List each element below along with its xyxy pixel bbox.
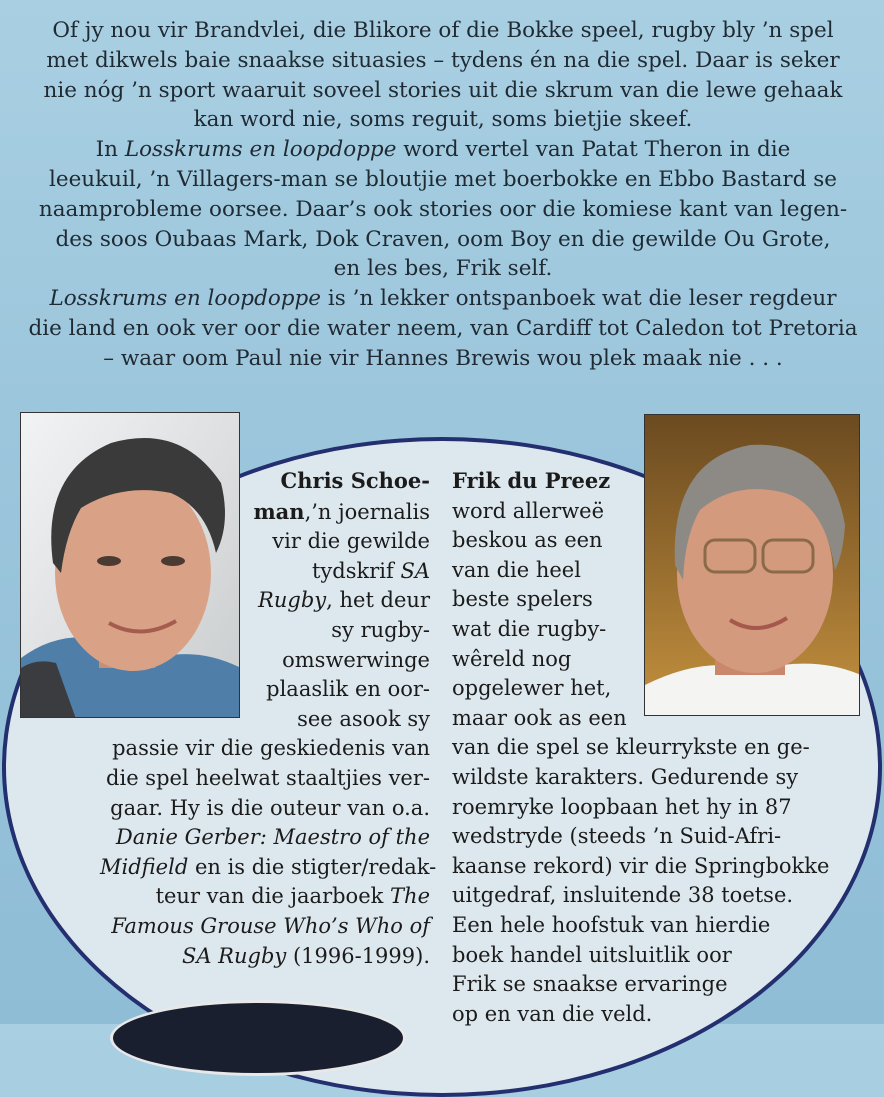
blurb-text: word vertel van Patat Theron in die: [396, 137, 791, 163]
bio-text: ,’n joernalis: [304, 499, 430, 524]
bio-line: Frik se snaakse ervaringe: [452, 972, 728, 997]
author-name: man: [253, 498, 305, 524]
book-title: Famous Grouse Who’s Who of: [111, 913, 430, 938]
bio-line: gaar. Hy is die outeur van o.a.: [110, 795, 430, 820]
bio-line: vir die gewilde: [272, 529, 430, 554]
blurb-paragraph-2: [20, 135, 866, 284]
bio-text: (1996-1999).: [286, 943, 430, 968]
bio-line: [100, 557, 430, 587]
bio-text: en is die stigter/redak-: [188, 854, 437, 879]
blurb-line: en les bes, Frik self.: [333, 256, 553, 282]
bio-line: passie vir die geskiedenis van: [112, 736, 430, 761]
bio-line: [100, 882, 430, 912]
bio-chris-schoeman: [100, 466, 437, 971]
bio-line: roemryke loopbaan het hy in 87: [452, 794, 792, 819]
bio-line: wêreld nog: [452, 646, 572, 671]
bio-line: wildste karakters. Gedurende sy: [452, 764, 799, 789]
publisher-badge: [110, 1000, 406, 1076]
bio-line: [100, 497, 430, 528]
blurb-line: leeukuil, ’n Villagers-man se bloutjie met boerbokke en Ebbo Bastard se: [48, 166, 838, 192]
book-title: Losskrums en loopdoppe: [49, 286, 322, 312]
bio-line: die spel heelwat staaltjies ver-: [106, 765, 430, 790]
book-title: Midfield: [100, 854, 189, 879]
magazine-title: Rugby: [258, 588, 327, 613]
magazine-title: SA: [400, 558, 430, 583]
blurb-paragraph-3: [20, 284, 866, 373]
bio-line: see asook sy: [297, 706, 430, 731]
bio-line: [100, 912, 430, 942]
bio-text: tydskrif: [311, 558, 401, 583]
book-title: Danie Gerber: Maestro of the: [115, 825, 430, 850]
bio-line: [452, 466, 872, 497]
blurb-line: des soos Oubaas Mark, Dok Craven, oom Boy en die gewilde Ou Grote,: [55, 226, 831, 252]
bio-line: wat die rugby-: [452, 616, 607, 641]
bio-line: wedstryde (steeds ’n Suid-Afri-: [452, 824, 782, 849]
bio-frik-du-preez: [452, 466, 872, 1029]
bio-line: omswerwinge: [282, 647, 430, 672]
bio-line: maar ook as een: [452, 705, 627, 730]
blurb-line: nie nóg ’n sport waaruit soveel stories uit die skrum van die lewe gehaak: [43, 77, 843, 103]
book-title: Losskrums en loopdoppe: [124, 137, 397, 163]
bio-line: [100, 466, 430, 497]
blurb-line: die land en ook ver oor die water neem, van Cardiff tot Caledon tot Pretoria: [28, 315, 858, 341]
bio-line: kaanse rekord) vir die Springbokke: [452, 853, 830, 878]
bio-line: sy rugby-: [331, 617, 430, 642]
bio-line: word allerweë: [452, 498, 605, 523]
blurb-line: kan word nie, soms reguit, soms bietjie skeef.: [193, 107, 693, 133]
bio-line: plaaslik en oor-: [266, 677, 430, 702]
bio-line: Een hele hoofstuk van hierdie: [452, 912, 771, 937]
blurb-text: In: [95, 137, 125, 163]
book-title: SA Rugby: [181, 943, 287, 968]
bio-text: , het deur: [326, 588, 430, 613]
bio-text: teur van die jaarboek: [155, 884, 391, 909]
blurb-text: is ’n lekker ontspanboek wat die leser regdeur: [321, 286, 837, 312]
bio-line: beskou as een: [452, 528, 603, 553]
bio-line: uitgedraf, insluitende 38 toetse.: [452, 883, 794, 908]
bio-line: [100, 853, 437, 883]
bio-line: opgelewer het,: [452, 676, 612, 701]
bio-line: beste spelers: [452, 587, 593, 612]
back-cover-blurb: [20, 16, 866, 374]
bio-line: [100, 586, 430, 616]
blurb-line: Of jy nou vir Brandvlei, die Blikore of die Bokke speel, rugby bly ’n spel: [52, 18, 834, 43]
bio-line: op en van die veld.: [452, 1001, 653, 1026]
author-name: Chris Schoe-: [280, 468, 430, 493]
author-name: Frik du Preez: [452, 468, 611, 493]
bio-line: boek handel uitsluitlik oor: [452, 942, 732, 967]
bio-line: van die heel: [452, 557, 581, 582]
bio-line: [100, 942, 430, 972]
blurb-line: met dikwels baie snaakse situasies – tydens én na die spel. Daar is seker: [46, 47, 840, 73]
bio-line: van die spel se kleurrykste en ge-: [452, 735, 810, 760]
blurb-line: naamprobleme oorsee. Daar’s ook stories oor die komiese kant van legen-: [38, 196, 848, 222]
bio-line: [100, 823, 430, 853]
book-title: The: [390, 884, 430, 909]
blurb-paragraph-1: [20, 16, 866, 135]
blurb-line: – waar oom Paul nie vir Hannes Brewis wou plek maak nie . . .: [103, 345, 783, 371]
